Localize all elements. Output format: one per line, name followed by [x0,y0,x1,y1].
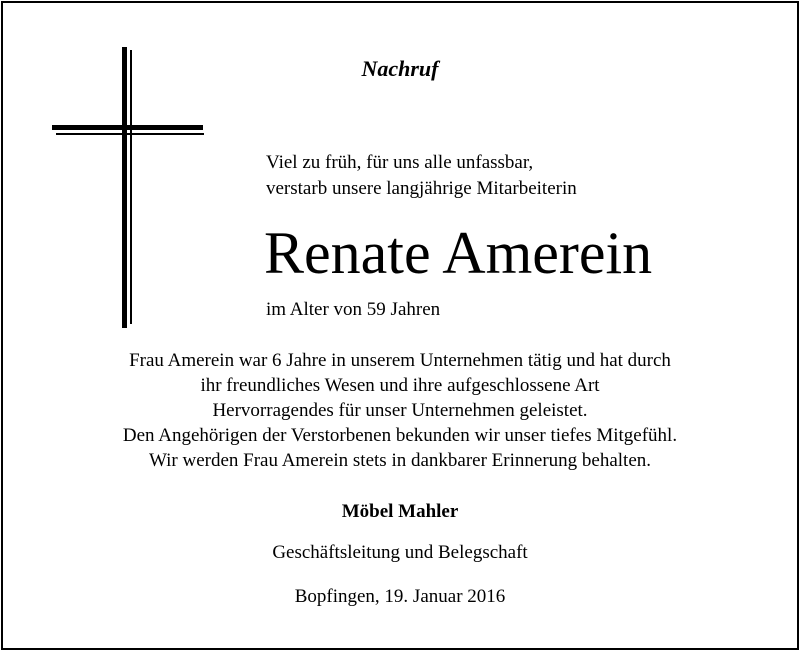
age-line: im Alter von 59 Jahren [266,299,441,320]
department-line: Geschäftsleitung und Belegschaft [272,542,528,563]
notice-title: Nachruf [361,56,439,81]
company-name: Möbel Mahler [341,501,459,522]
tribute-line: Den Angehörigen der Verstorbenen bekunden wir unser tiefes Mitgefühl. [122,425,678,446]
intro-line: verstarb unsere langjährige Mitarbeiterin [266,178,577,199]
intro-text [266,150,577,202]
place-date-line: Bopfingen, 19. Januar 2016 [294,586,506,607]
intro-line: Viel zu früh, für uns alle unfassbar, [266,152,534,173]
deceased-name: Renate Amerein [264,220,653,286]
tribute-text [0,348,800,473]
tribute-line: ihr freundliches Wesen und ihre aufgeschlossene Art [200,375,600,396]
tribute-line: Frau Amerein war 6 Jahre in unserem Unternehmen tätig und hat durch [129,350,671,371]
tribute-line: Hervorragendes für unser Unternehmen geleistet. [212,400,588,421]
tribute-line: Wir werden Frau Amerein stets in dankbarer Erinnerung behalten. [148,450,652,471]
